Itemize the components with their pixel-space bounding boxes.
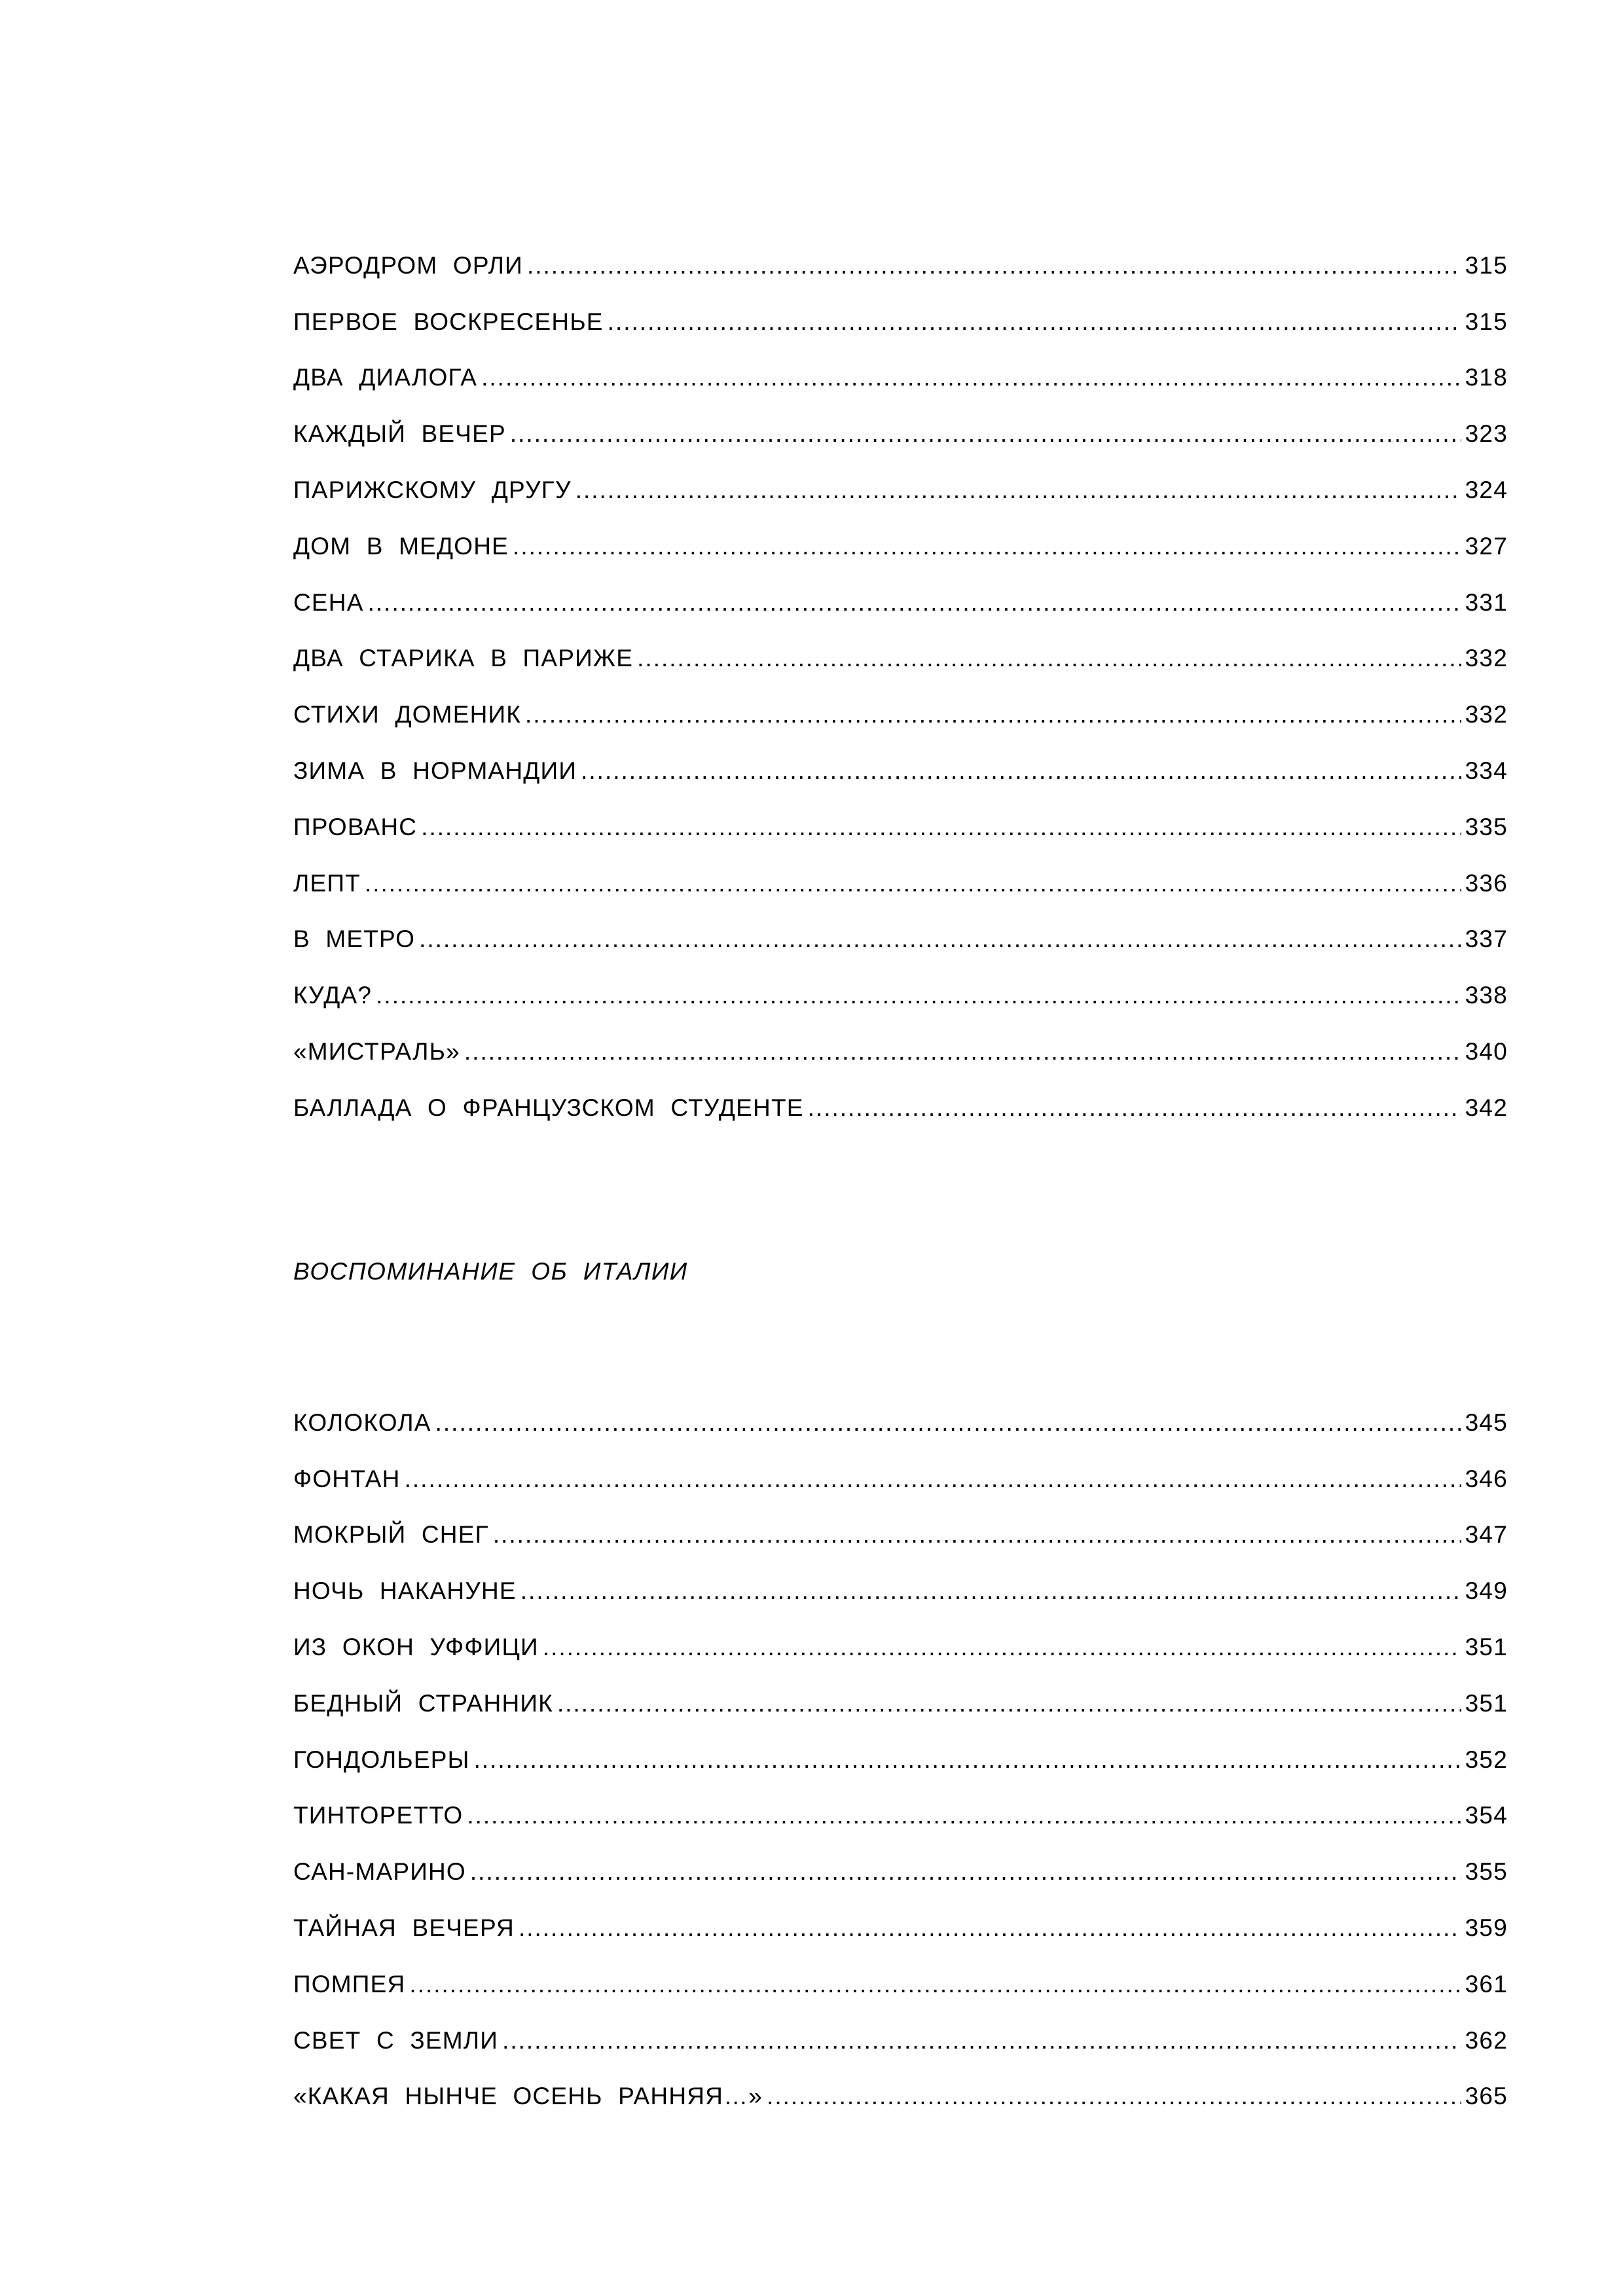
dot-leader — [470, 1859, 1461, 1884]
toc-entry-page-number: 340 — [1465, 1037, 1508, 1065]
dot-leader — [467, 1803, 1461, 1827]
toc-entry-page-number: 315 — [1465, 251, 1508, 279]
toc-entry-page-number: 359 — [1465, 1914, 1508, 1941]
dot-leader — [421, 815, 1461, 839]
toc-entry[interactable] — [293, 951, 1508, 1007]
toc-entry-title: ДВА ДИАЛОГА — [293, 364, 478, 391]
toc-entry[interactable] — [293, 2053, 1508, 2109]
toc-entry[interactable] — [293, 1435, 1508, 1491]
toc-entry-title: САН-МАРИНО — [293, 1858, 466, 1886]
toc-entry[interactable] — [293, 1940, 1508, 1996]
toc-entry-page-number: 331 — [1465, 588, 1508, 616]
toc-entry-title: ПОМПЕЯ — [293, 1970, 406, 1998]
dot-leader — [527, 253, 1461, 278]
toc-entry-title: ПРОВАНС — [293, 813, 418, 840]
toc-entry-title: МОКРЫЙ СНЕГ — [293, 1521, 489, 1549]
toc-entry[interactable] — [293, 670, 1508, 726]
toc-entry[interactable] — [293, 1996, 1508, 2053]
toc-entry-page-number: 346 — [1465, 1465, 1508, 1492]
toc-entry-page-number: 337 — [1465, 925, 1508, 953]
section-heading: ВОСПОМИНАНИЕ ОБ ИТАЛИИ — [293, 1258, 688, 1285]
dot-leader — [464, 1039, 1461, 1064]
toc-entry-page-number: 324 — [1465, 476, 1508, 503]
toc-entry[interactable] — [293, 1378, 1508, 1435]
toc-entry-page-number: 354 — [1465, 1802, 1508, 1829]
dot-leader — [808, 1096, 1461, 1120]
dot-leader — [405, 1467, 1461, 1491]
toc-entry-title: БАЛЛАДА О ФРАНЦУЗСКОМ СТУДЕНТЕ — [293, 1094, 804, 1121]
dot-leader — [608, 310, 1461, 334]
toc-entry[interactable] — [293, 1772, 1508, 1828]
toc-entry-page-number: 351 — [1465, 1689, 1508, 1717]
toc-entry-page-number: 342 — [1465, 1094, 1508, 1121]
toc-entry-page-number: 332 — [1465, 645, 1508, 672]
toc-entry-title: ПЕРВОЕ ВОСКРЕСЕНЬЕ — [293, 308, 604, 335]
toc-entry[interactable] — [293, 1064, 1508, 1120]
dot-leader — [520, 1579, 1461, 1603]
toc-entry-page-number: 315 — [1465, 308, 1508, 335]
toc-entry[interactable] — [293, 726, 1508, 783]
toc-entry[interactable] — [293, 783, 1508, 839]
toc-entry[interactable] — [293, 221, 1508, 278]
toc-entry-page-number: 334 — [1465, 757, 1508, 784]
toc-entry-title: БЕДНЫЙ СТРАННИК — [293, 1689, 553, 1717]
toc-entry-title: ФОНТАН — [293, 1465, 401, 1492]
dot-leader — [493, 1522, 1461, 1547]
toc-entry-title: ЛЕПТ — [293, 869, 361, 897]
toc-entry[interactable] — [293, 615, 1508, 671]
dot-leader — [525, 702, 1461, 726]
dot-leader — [502, 2028, 1461, 2053]
toc-entry-page-number: 349 — [1465, 1577, 1508, 1605]
toc-entry-title: КУДА? — [293, 982, 373, 1009]
toc-entry[interactable] — [293, 1491, 1508, 1547]
toc-entry[interactable] — [293, 1827, 1508, 1884]
dot-leader — [575, 478, 1461, 502]
toc-entry-title: ПАРИЖСКОМУ ДРУГУ — [293, 476, 572, 503]
dot-leader — [637, 646, 1461, 670]
toc-entry-title: НОЧЬ НАКАНУНЕ — [293, 1577, 517, 1605]
dot-leader — [557, 1691, 1461, 1715]
toc-entry-page-number: 361 — [1465, 1970, 1508, 1998]
toc-entry-page-number: 338 — [1465, 982, 1508, 1009]
toc-entry-title: ДОМ В МЕДОНЕ — [293, 532, 509, 560]
toc-entry-page-number: 347 — [1465, 1521, 1508, 1549]
toc-entry-title: ИЗ ОКОН УФФИЦИ — [293, 1633, 539, 1660]
dot-leader — [519, 1916, 1461, 1940]
toc-entry-page-number: 351 — [1465, 1633, 1508, 1660]
toc-entry-title: ДВА СТАРИКА В ПАРИЖЕ — [293, 645, 634, 672]
toc-entry-page-number: 355 — [1465, 1858, 1508, 1886]
dot-leader — [365, 871, 1461, 895]
toc-entry-page-number: 345 — [1465, 1408, 1508, 1436]
toc-entry-title: ЗИМА В НОРМАНДИИ — [293, 757, 577, 784]
toc-entry[interactable] — [293, 446, 1508, 502]
toc-entry-title: «МИСТРАЛЬ» — [293, 1037, 460, 1065]
toc-entry[interactable] — [293, 895, 1508, 952]
toc-entry-title: «КАКАЯ НЫНЧЕ ОСЕНЬ РАННЯЯ…» — [293, 2083, 763, 2110]
dot-leader — [510, 422, 1461, 446]
toc-entry[interactable] — [293, 334, 1508, 390]
toc-entry[interactable] — [293, 558, 1508, 615]
toc-entry[interactable] — [293, 1715, 1508, 1772]
toc-entry-page-number: 352 — [1465, 1746, 1508, 1773]
dot-leader — [767, 2084, 1461, 2108]
toc-entry-page-number: 336 — [1465, 869, 1508, 897]
toc-entry-title: АЭРОДРОМ ОРЛИ — [293, 251, 523, 279]
dot-leader — [435, 1410, 1461, 1435]
toc-entry-page-number: 362 — [1465, 2026, 1508, 2054]
toc-entry[interactable] — [293, 1884, 1508, 1940]
toc-entry-title: СТИХИ ДОМЕНИК — [293, 701, 522, 728]
toc-entry-page-number: 332 — [1465, 701, 1508, 728]
dot-leader — [481, 365, 1461, 389]
toc-entry-title: СВЕТ С ЗЕМЛИ — [293, 2026, 499, 2054]
dot-leader — [409, 1972, 1461, 1996]
toc-entry[interactable] — [293, 839, 1508, 895]
toc-entry[interactable] — [293, 502, 1508, 558]
toc-entry-page-number: 335 — [1465, 813, 1508, 840]
dot-leader — [543, 1635, 1461, 1659]
dot-leader — [376, 983, 1461, 1007]
toc-entry-page-number: 327 — [1465, 532, 1508, 560]
toc-list-italy — [293, 1378, 1508, 2108]
toc-entry[interactable] — [293, 1603, 1508, 1659]
toc-entry[interactable] — [293, 278, 1508, 334]
toc-entry-title: ТАЙНАЯ ВЕЧЕРЯ — [293, 1914, 515, 1941]
toc-entry-title: В МЕТРО — [293, 925, 416, 953]
toc-entry-page-number: 323 — [1465, 420, 1508, 448]
toc-entry[interactable] — [293, 1547, 1508, 1603]
toc-entry[interactable] — [293, 1659, 1508, 1715]
toc-entry-title: КОЛОКОЛА — [293, 1408, 431, 1436]
toc-entry-title: СЕНА — [293, 588, 364, 616]
dot-leader — [474, 1748, 1461, 1772]
toc-entry[interactable] — [293, 1007, 1508, 1064]
toc-entry-title: ТИНТОРЕТТО — [293, 1802, 464, 1829]
toc-entry-title: КАЖДЫЙ ВЕЧЕР — [293, 420, 506, 448]
toc-entry-title: ГОНДОЛЬЕРЫ — [293, 1746, 470, 1773]
toc-list-france — [293, 221, 1508, 1120]
toc-entry[interactable] — [293, 389, 1508, 446]
toc-entry-page-number: 318 — [1465, 364, 1508, 391]
toc-entry-page-number: 365 — [1465, 2083, 1508, 2110]
dot-leader — [581, 759, 1461, 783]
dot-leader — [368, 590, 1461, 615]
dot-leader — [513, 534, 1461, 558]
dot-leader — [419, 927, 1461, 951]
